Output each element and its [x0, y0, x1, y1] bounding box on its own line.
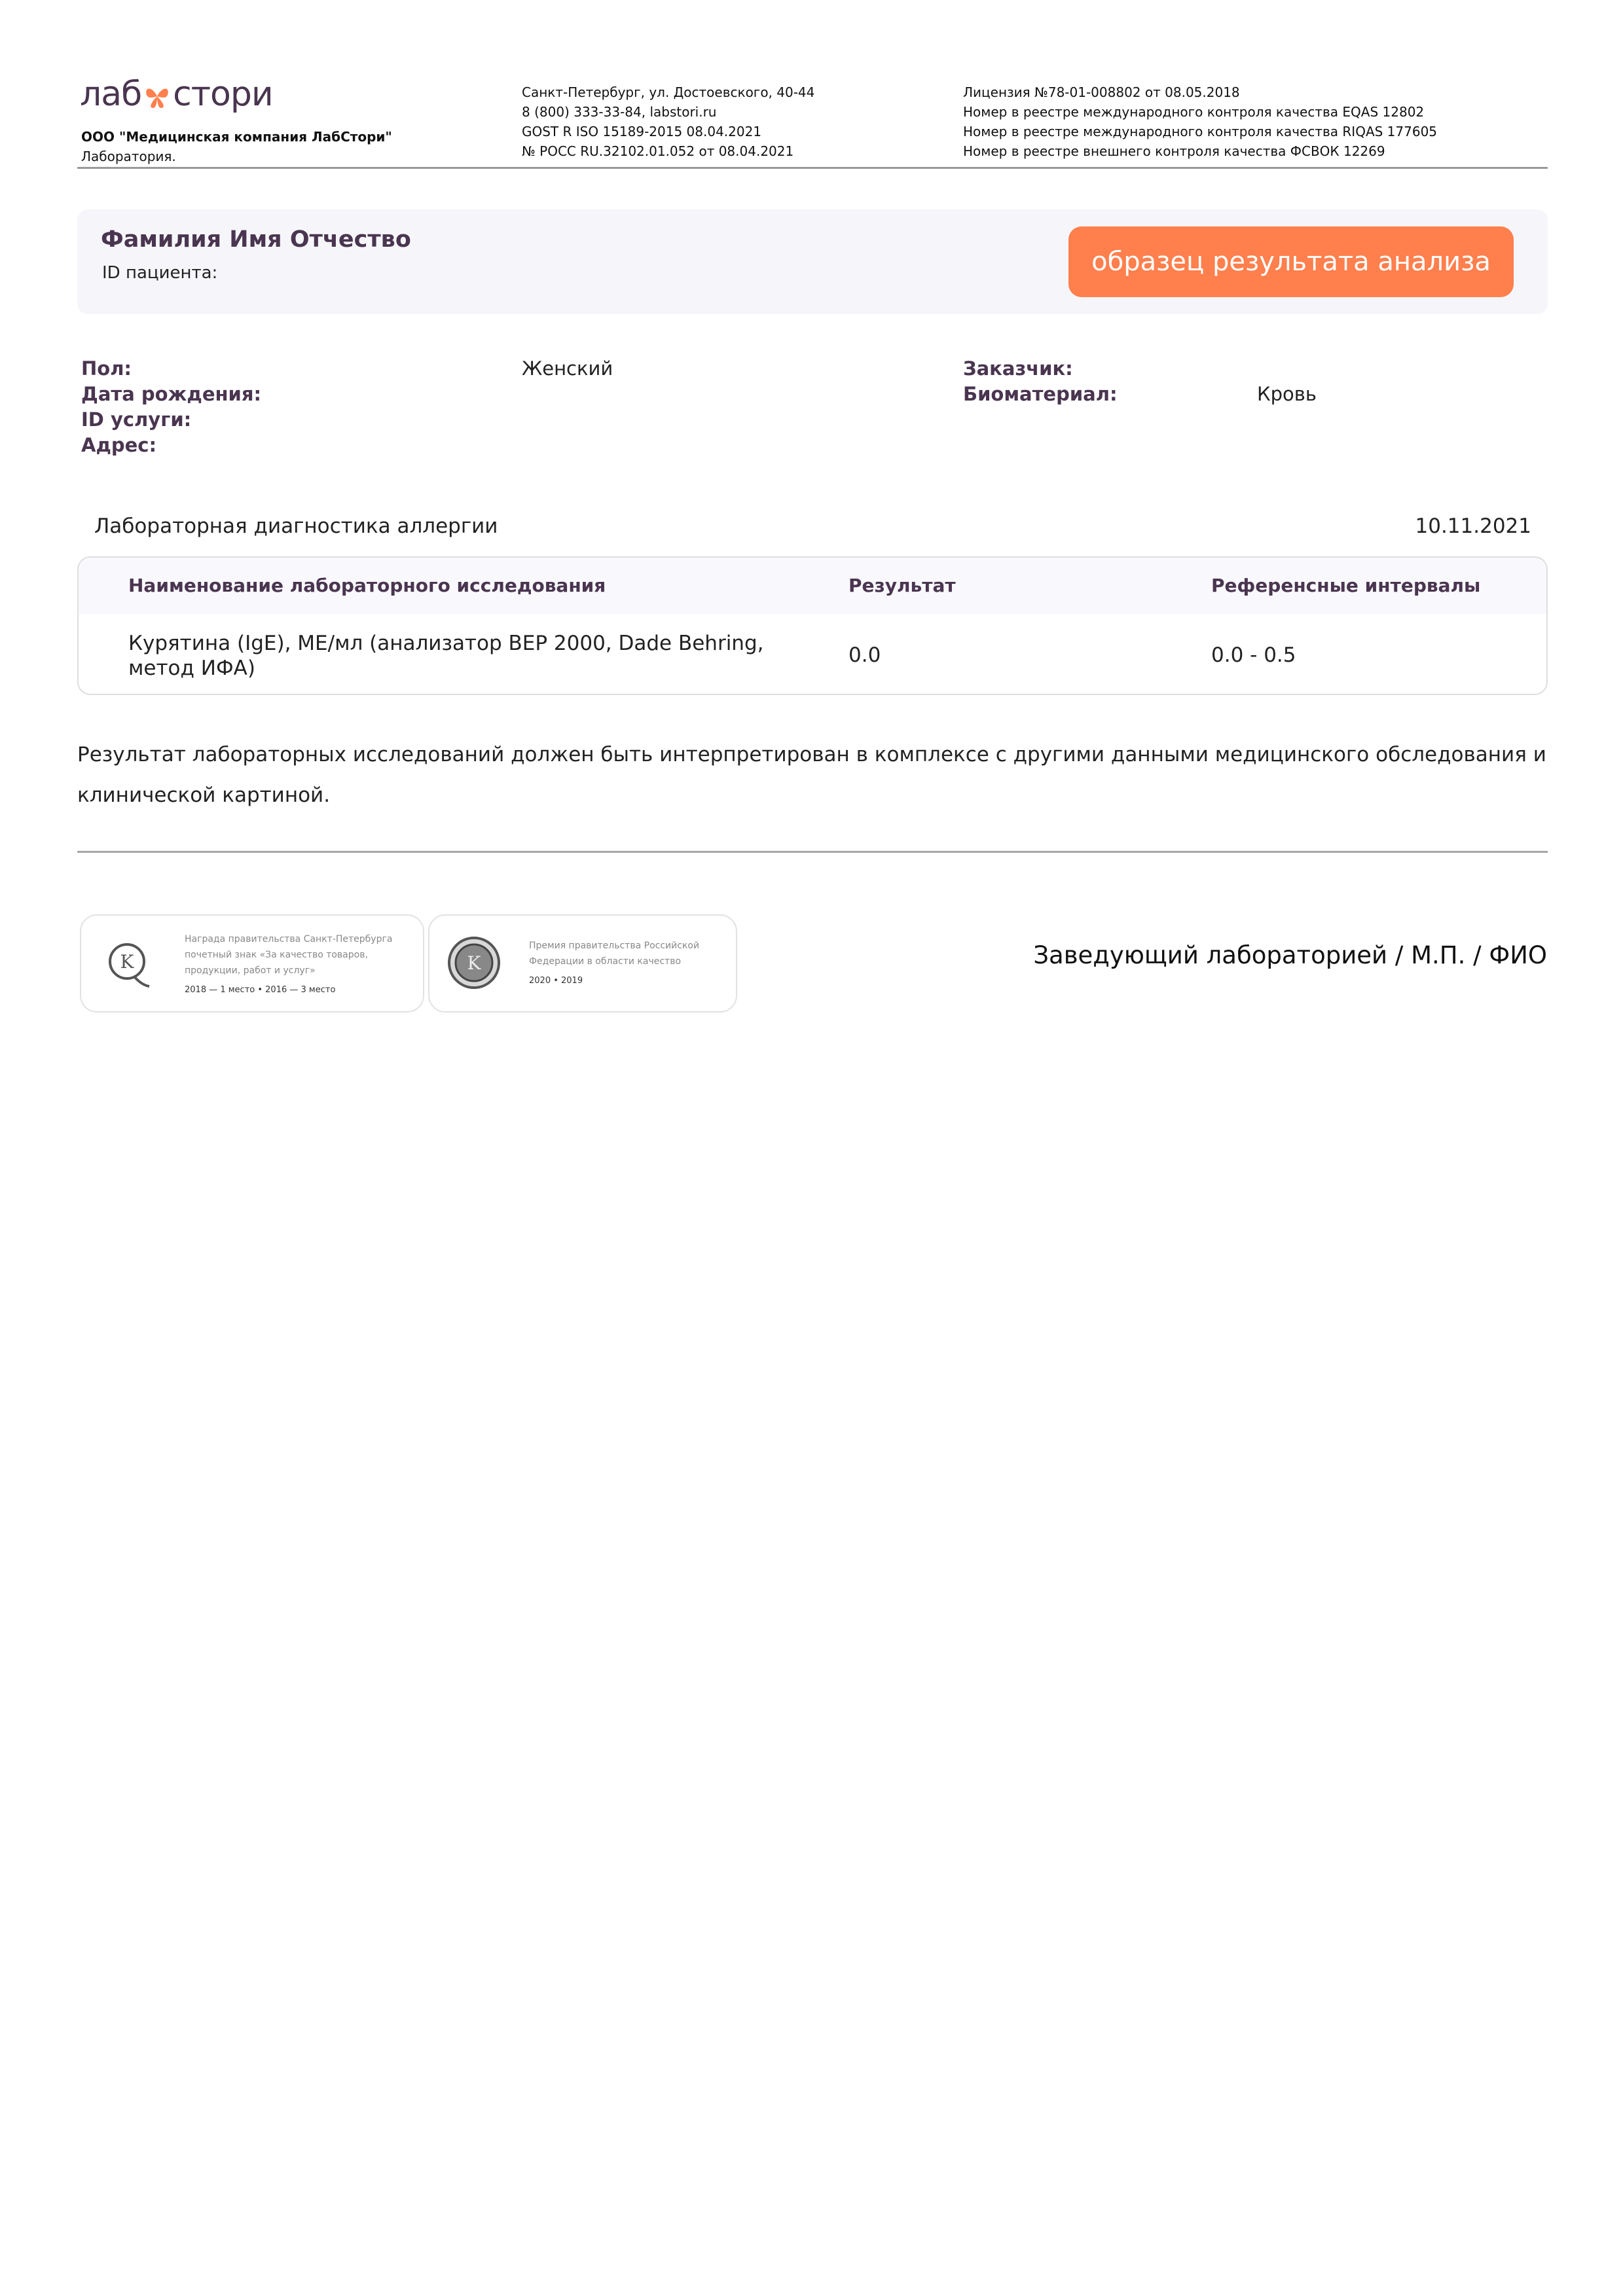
license-line: Лицензия №78-01-008802 от 08.05.2018 — [963, 84, 1240, 100]
contacts-block — [522, 82, 814, 161]
quality-emblem-icon — [105, 938, 152, 993]
award-years: 2018 — 1 место • 2016 — 3 место — [185, 985, 336, 995]
quality-seal-icon — [447, 935, 501, 993]
patient-name: Фамилия Имя Отчество — [101, 226, 411, 253]
address-label: Адрес: — [81, 434, 157, 456]
results-table-header — [79, 558, 1546, 614]
registry-fsvok: Номер в реестре внешнего контроля качества ФСВОК 12269 — [963, 143, 1385, 159]
header-test-name: Наименование лабораторного исследования — [128, 575, 606, 596]
logo-text-right: стори — [173, 75, 273, 114]
contact-phone: 8 (800) 333-33-84, labstori.ru — [522, 104, 717, 120]
award-line: Премия правительства Российской — [529, 941, 700, 951]
award-rf — [428, 914, 737, 1013]
header-result: Результат — [848, 575, 956, 596]
gender-value: Женский — [522, 357, 613, 380]
test-name-cell: Курятина (IgE), МЕ/мл (анализатор BEP 2000, Dade Behring, метод ИФА) — [128, 632, 764, 680]
company-block — [81, 127, 392, 166]
sample-badge: образец результата анализа — [1068, 226, 1514, 297]
seal-letter: K — [467, 952, 481, 974]
registry-riqas: Номер в реестре международного контроля качества RIQAS 177605 — [963, 124, 1438, 139]
biomaterial-label: Биоматериал: — [963, 383, 1118, 405]
registry-eqas: Номер в реестре международного контроля качества EQAS 12802 — [963, 104, 1425, 120]
logo-text-left: лаб — [80, 75, 142, 114]
butterfly-icon — [143, 82, 172, 111]
reference-cell: 0.0 - 0.5 — [1211, 643, 1296, 667]
award-text — [185, 931, 392, 978]
header-divider — [77, 167, 1548, 169]
contact-gost: GOST R ISO 15189-2015 08.04.2021 — [522, 124, 762, 139]
patient-id-label: ID пациента: — [102, 263, 218, 283]
customer-label: Заказчик: — [963, 357, 1073, 380]
licenses-block — [963, 82, 1437, 161]
section-date: 10.11.2021 — [1415, 514, 1531, 538]
award-text — [529, 938, 699, 969]
results-table — [77, 556, 1548, 695]
labstori-logo — [80, 73, 273, 115]
emblem-letter: K — [120, 951, 134, 973]
gender-label: Пол: — [81, 357, 132, 380]
award-line: Награда правительства Санкт-Петербурга — [185, 934, 393, 944]
award-line: продукции, работ и услуг» — [185, 965, 316, 976]
company-name: ООО "Медицинская компания ЛабСтори" — [81, 129, 392, 145]
award-line: почетный знак «За качество товаров, — [185, 950, 368, 960]
award-years: 2020 • 2019 — [529, 976, 583, 986]
award-spb — [80, 914, 424, 1013]
contact-address: Санкт-Петербург, ул. Достоевского, 40-44 — [522, 84, 815, 100]
footer-divider — [77, 851, 1548, 853]
signature-line: Заведующий лабораторией / М.П. / ФИО — [1033, 941, 1547, 969]
company-type: Лаборатория. — [81, 149, 176, 164]
biomaterial-value: Кровь — [1257, 383, 1317, 405]
header-reference: Референсные интервалы — [1211, 575, 1481, 596]
birth-date-label: Дата рождения: — [81, 383, 262, 405]
award-line: Федерации в области качество — [529, 956, 682, 967]
result-cell: 0.0 — [848, 643, 881, 667]
interpretation-note: Результат лабораторных исследований должен быть интерпретирован в комплексе с другими данными медицинского обследования и клинической картиной. — [77, 743, 1546, 807]
section-title: Лабораторная диагностика аллергии — [94, 514, 498, 538]
service-id-label: ID услуги: — [81, 408, 192, 431]
contact-ross: № РОСС RU.32102.01.052 от 08.04.2021 — [522, 143, 794, 159]
